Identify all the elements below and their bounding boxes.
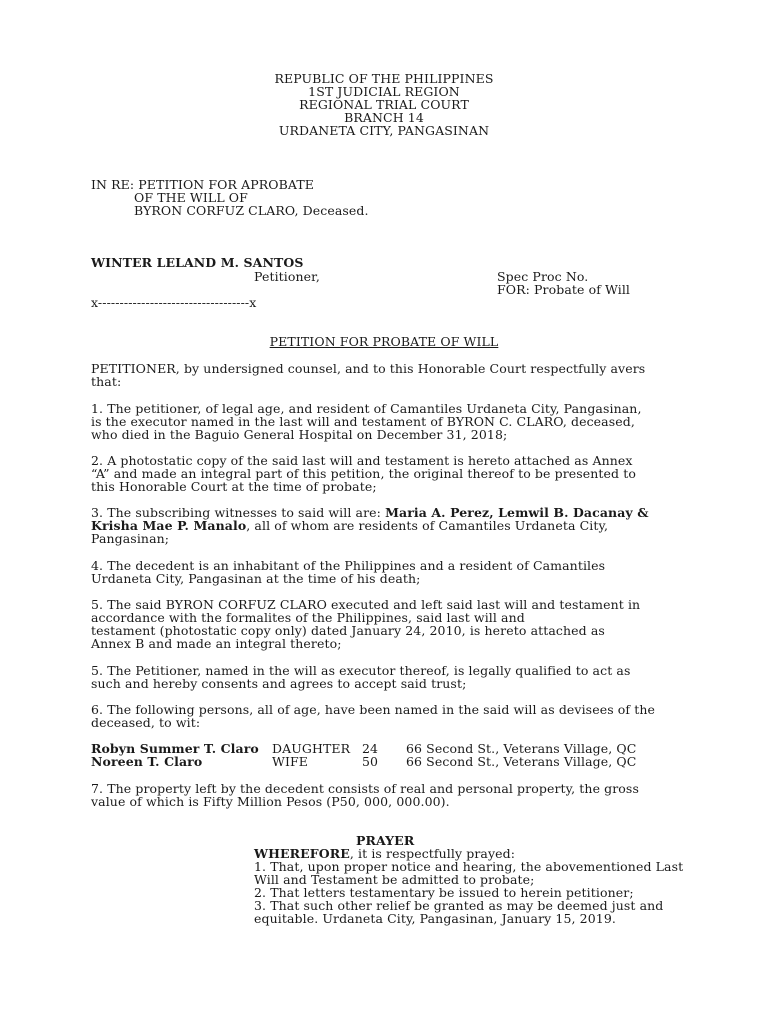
wherefore-bold: WHEREFORE	[254, 846, 350, 861]
in-re-line3: BYRON CORFUZ CLARO, Deceased.	[134, 203, 369, 218]
devisee-age: 24	[362, 741, 379, 756]
caption-branch: BRANCH 14	[344, 110, 424, 125]
petitioner-label: Petitioner,	[254, 269, 320, 284]
intro-line2: that:	[91, 374, 122, 389]
petitioner-name: WINTER LELAND M. SANTOS	[91, 255, 304, 270]
caption-city: URDANETA CITY, PANGASINAN	[278, 123, 490, 138]
para1-line2: is the executor named in the last will and testament of BYRON C. CLARO, deceased,	[91, 414, 635, 429]
para7-line1: 7. The property left by the decedent consists of real and personal property, the gross	[91, 781, 639, 796]
para6-line1: 6. The following persons, all of age, have been named in the said will as devisees of the	[91, 702, 655, 717]
para3-line2-text: , all of whom are residents of Camantiles Urdaneta City,	[246, 518, 609, 533]
para5-line1: 5. The said BYRON CORFUZ CLARO executed and left said last will and testament in	[91, 597, 641, 612]
witness-names-1: Maria A. Perez, Lemwil B. Dacanay &	[385, 505, 649, 520]
para5-line4: Annex B and made an integral thereto;	[91, 636, 342, 651]
devisee-name: Noreen T. Claro	[91, 754, 203, 769]
para5-line2: accordance with the formalites of the Philippines, said last will and	[91, 610, 525, 625]
prayer-line2: Will and Testament be admitted to probate;	[254, 872, 535, 887]
devisee-address: 66 Second St., Veterans Village, QC	[406, 754, 637, 769]
para7-line2: value of which is Fifty Million Pesos (P50, 000, 000.00).	[91, 794, 450, 809]
devisee-name: Robyn Summer T. Claro	[91, 741, 259, 756]
prayer-line3: 2. That letters testamentary be issued to herein petitioner;	[254, 885, 634, 900]
caption-republic: REPUBLIC OF THE PHILIPPINES	[274, 71, 494, 86]
case-for-line: FOR: Probate of Will	[497, 282, 631, 297]
devisee-relation: WIFE	[272, 754, 308, 769]
para3-line1-text: 3. The subscribing witnesses to said will are:	[91, 505, 386, 520]
intro-line1: PETITIONER, by undersigned counsel, and to this Honorable Court respectfully avers	[91, 361, 646, 376]
devisee-address: 66 Second St., Veterans Village, QC	[406, 741, 637, 756]
devisee-relation: DAUGHTER	[272, 741, 351, 756]
caption-court: REGIONAL TRIAL COURT	[299, 97, 469, 112]
petition-title: PETITION FOR PROBATE OF WILL	[269, 334, 499, 349]
witness-names-2: Krisha Mae P. Manalo	[91, 518, 247, 533]
para2-line1: 2. A photostatic copy of the said last will and testament is hereto attached as Annex	[91, 453, 633, 468]
para1-line3: who died in the Baguio General Hospital on December 31, 2018;	[91, 427, 508, 442]
in-re-line2: OF THE WILL OF	[134, 190, 248, 205]
prayer-line4: 3. That such other relief be granted as may be deemed just and	[254, 898, 664, 913]
para4-line1: 4. The decedent is an inhabitant of the Philippines and a resident of Camantiles	[91, 558, 606, 573]
prayer-line5: equitable. Urdaneta City, Pangasinan, January 15, 2019.	[254, 911, 616, 926]
prayer-heading: PRAYER	[356, 833, 415, 848]
para6-line2: deceased, to wit:	[91, 715, 201, 730]
wherefore-text: , it is respectfully prayed:	[349, 846, 516, 861]
para5b-line1: 5. The Petitioner, named in the will as executor thereof, is legally qualified to act as	[91, 663, 631, 678]
para2-line2: “A” and made an integral part of this petition, the original thereof to be presented to	[91, 466, 636, 481]
in-re-line1: IN RE: PETITION FOR APROBATE	[91, 177, 315, 192]
para1-line1: 1. The petitioner, of legal age, and resident of Camantiles Urdaneta City, Pangasinan,	[91, 401, 642, 416]
caption-region: 1ST JUDICIAL REGION	[308, 84, 460, 99]
spec-proc-number: Spec Proc No.	[497, 269, 589, 284]
prayer-line1: 1. That, upon proper notice and hearing, the abovementioned Last	[254, 859, 684, 874]
para4-line2: Urdaneta City, Pangasinan at the time of his death;	[91, 571, 421, 586]
para2-line3: this Honorable Court at the time of probate;	[91, 479, 377, 494]
devisee-age: 50	[362, 754, 379, 769]
para3-line3: Pangasinan;	[91, 531, 170, 546]
caption-separator: x-----------------------------------x	[91, 295, 257, 310]
para5-line3: testament (photostatic copy only) dated January 24, 2010, is hereto attached as	[91, 623, 605, 638]
para5b-line2: such and hereby consents and agrees to accept said trust;	[91, 676, 467, 691]
